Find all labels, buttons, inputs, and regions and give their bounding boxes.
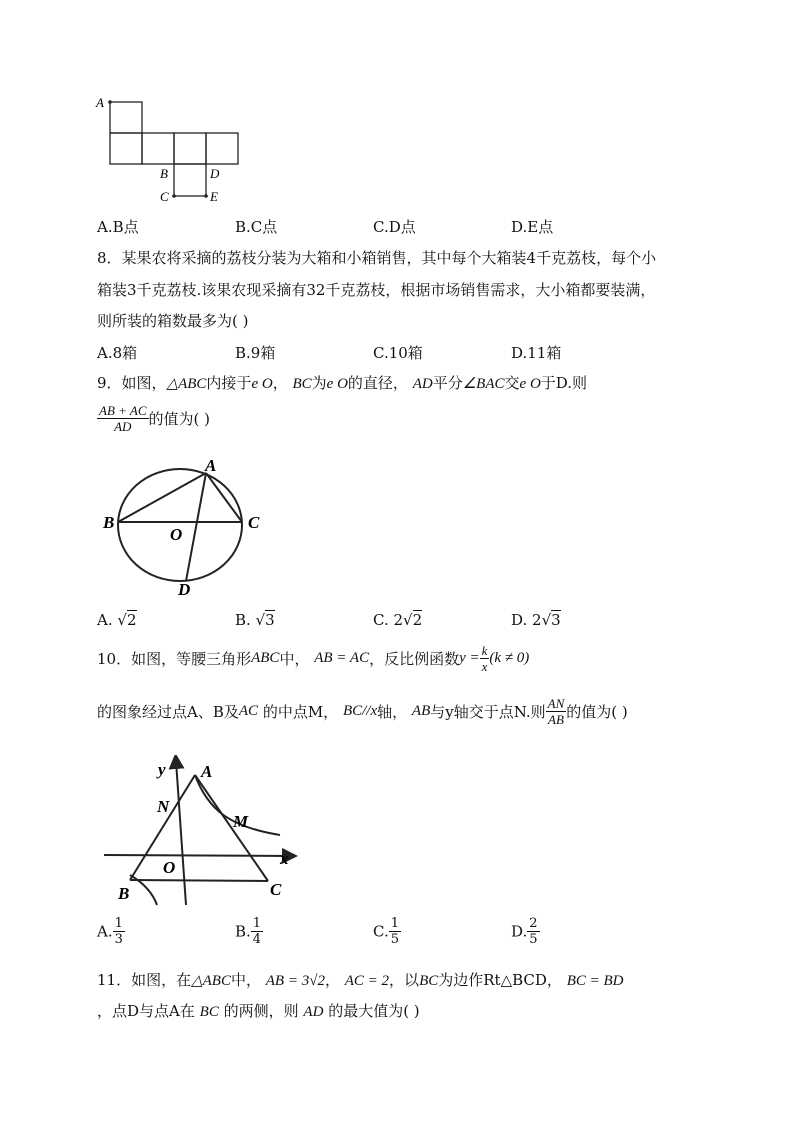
q9-text-line-1 [97,372,587,395]
q8-option-a: A.8箱 [97,344,138,362]
q10-ab-eq-ac: AB = AC [314,650,370,666]
q9-option-b [235,611,275,629]
q10-opt-a-frac [113,916,125,947]
q10-bc-parallel: BC//x [342,703,378,719]
q10-label-A: A [201,762,213,781]
q10-label-y: y [158,760,166,779]
q9-label-O: O [170,525,183,544]
q10-l2-g: 与y轴交于点N.则 [430,703,546,721]
q11-l2-bc: BC [199,1004,219,1020]
q10-y-eq: y = [459,650,480,666]
q9-opt-d-prefix: D. [511,611,528,629]
q10-fraction [546,696,567,727]
q10-opt-b-den: 4 [252,932,262,947]
q9-t6: 交 [504,374,520,392]
q10-label-B: B [118,884,130,903]
q11-text-line-1 [97,969,624,992]
q9-option-c [373,611,422,629]
q9-circle-1: e O [251,376,273,392]
q10-opt-b-frac [251,916,263,947]
q9-frac-den: AD [114,419,132,434]
q11-l2-c: 的两侧，则 [223,1002,299,1020]
q9-opt-d-coef: 2 [532,611,542,629]
q11-rt: Rt△BCD [483,971,547,989]
q10-opt-d-prefix: D. [511,922,528,941]
q10-text-line-1 [97,643,529,674]
q8-option-c: C.10箱 [373,344,423,362]
q7-label-C: C [160,189,169,204]
radical-sign-icon: √ [117,611,127,629]
q9-circle-figure [100,455,280,600]
q11-t4: 为边作 [438,971,484,989]
q10-label-x: x [280,849,289,868]
q9-opt-c-prefix: C. [373,611,389,629]
q9-frac-num: AB + AC [99,403,147,418]
q9-fraction [97,403,149,434]
q11-ab: AB = 3√2 [265,973,325,989]
q9-angle: ∠BAC [462,376,505,392]
radical-sign-icon: √ [403,611,413,629]
q9-opt-c-coef: 2 [393,611,404,629]
radical-sign-icon: √ [255,611,266,629]
q11-t5: ， [546,971,562,989]
q10-opt-d-frac [527,916,539,947]
q9-t2: ， [272,374,288,392]
q10-x: x [481,659,488,674]
q9-opt-a-prefix: A. [97,611,113,629]
q9-t7: 于D.则 [540,374,588,392]
q10-option-b [235,916,263,947]
q8-text-line-3: 则所装的箱数最多为( ) [97,312,249,330]
q7-label-A: A [96,95,104,110]
q10-opt-a-den: 3 [114,932,123,947]
q10-opt-b-num: 1 [252,916,262,931]
q10-option-c [373,916,401,947]
q10-ab: AB [411,703,431,719]
q10-frac-den: AB [548,712,564,727]
q10-label-O: O [163,858,176,877]
q11-text-line-2 [97,1000,420,1023]
q7-option-d: D.E点 [511,218,554,236]
q7-option-b: B.C点 [235,218,278,236]
q9-t5: 平分 [432,374,463,392]
q10-label-M: M [233,812,249,831]
q9-opt-b-prefix: B. [235,611,251,629]
q9-triangle: △ABC [166,376,207,392]
q10-ac: AC [238,703,259,719]
q10-option-a [97,916,125,947]
q11-l2-e: 的最大值为( ) [328,1002,420,1020]
q9-label-C: C [248,513,260,532]
q10-t1: 中， [279,650,310,668]
q8-option-b: B.9箱 [235,344,276,362]
q10-condition: (k ≠ 0) [489,650,530,666]
radical-sign-icon: √ [541,611,552,629]
q9-t1: 内接于 [206,374,252,392]
q10-k-over-x [480,643,490,674]
q10-opt-c-frac [389,916,401,947]
q9-label-D: D [178,580,191,599]
q9-option-d [511,611,561,629]
q10-text-line-2 [97,696,628,727]
q8-option-d: D.11箱 [511,344,562,362]
q10-l2-e: 轴， [377,703,408,721]
q9-circle-2: e O [326,376,348,392]
q9-circle-3: e O [519,376,541,392]
q8-text-line-2: 箱装3千克荔枝.该果农现采摘有32千克荔枝，根据市场销售需求，大小箱都要装满， [97,281,656,299]
q10-intro: 10．如图，等腰三角形 [97,650,252,668]
q10-k: k [481,643,488,658]
q7-option-c: C.D点 [373,218,416,236]
q10-triangle-figure [100,755,300,910]
q9-t3: 为 [311,374,327,392]
q9-label-B: B [103,513,115,532]
q10-opt-c-prefix: C. [373,922,389,941]
q9-intro: 9．如图， [97,374,167,392]
q10-label-N: N [157,797,170,816]
q10-tail: 的值为( ) [566,703,628,721]
q7-label-D: D [210,166,220,181]
q9-text-line-2 [97,403,210,434]
q8-text-line-1: 8．某果农将采摘的荔枝分装为大箱和小箱销售，其中每个大箱装4千克荔枝，每个小 [97,249,657,267]
q9-t4: 的直径， [347,374,408,392]
q7-label-B: B [160,166,168,181]
q11-t1: 中， [230,971,261,989]
q11-t2: ， [324,971,340,989]
q9-bc: BC [292,376,312,392]
q11-bc: BC [419,973,439,989]
q9-tail: 的值为( ) [148,410,211,428]
q10-opt-c-den: 5 [390,932,399,947]
q10-opt-d-den: 5 [529,932,538,947]
q10-l2-a: 的图象经过点A、B及 [97,703,239,721]
q10-abc: ABC [251,650,280,666]
q11-intro: 11．如图，在 [97,971,192,989]
q10-opt-d-num: 2 [529,916,538,931]
q10-frac-num: AN [547,696,565,711]
q11-bc-eq-bd: BC = BD [566,973,624,989]
q10-t2: ，反比例函数 [369,650,460,668]
q9-opt-a-rad: 2 [126,611,137,629]
q10-label-C: C [270,880,282,899]
q7-net-figure [92,92,252,207]
q10-opt-a-num: 1 [114,916,123,931]
q9-opt-d-rad: 3 [551,611,561,629]
q10-opt-b-prefix: B. [235,922,251,941]
q9-label-A: A [205,456,217,475]
q11-triangle: △ABC [191,973,231,989]
q11-t3: ，以 [389,971,420,989]
q9-opt-b-rad: 3 [265,611,275,629]
q9-option-a [97,611,137,629]
q9-opt-c-rad: 2 [412,611,423,629]
q11-ac: AC = 2 [344,973,390,989]
q11-l2-ad: AD [303,1004,324,1020]
q10-opt-a-prefix: A. [97,922,113,941]
q10-opt-c-num: 1 [390,916,399,931]
q9-ad: AD [412,376,433,392]
q10-l2-c: 的中点M， [262,703,339,721]
q7-label-E: E [210,189,218,204]
q7-option-a: A.B点 [97,218,139,236]
q11-l2-a: ，点D与点A在 [97,1002,195,1020]
q10-option-d [511,916,540,947]
